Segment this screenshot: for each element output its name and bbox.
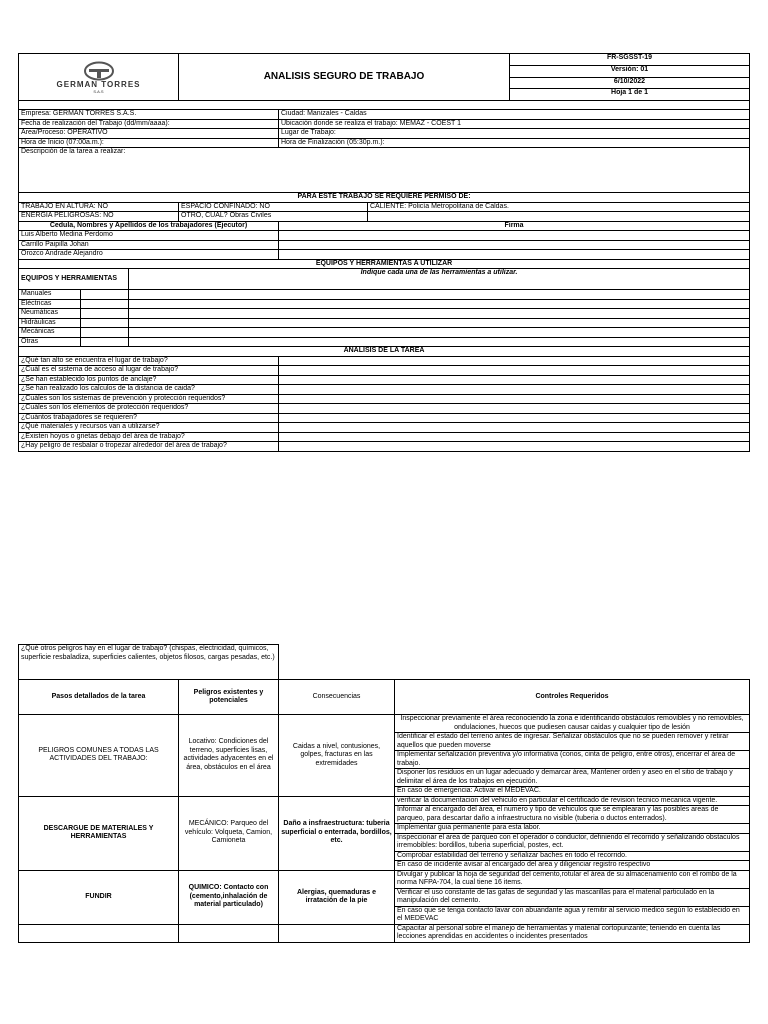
workers-col-names: Cedula, Nombres y Apellidos de los trabajadores (Ejecutor) — [19, 221, 279, 231]
workers-col-signature: Firma — [279, 221, 750, 231]
lugar-field: Lugar de Trabajo: — [279, 129, 750, 139]
tool-item: Mecánicas — [19, 328, 81, 338]
control-item: Verificar el uso constante de las gafas de seguridad y las mascarillas para el material particulado en la manipulación del cemento. — [395, 888, 750, 906]
tools-heading: EQUIPOS Y HERRAMIENTAS A UTILIZAR — [19, 259, 750, 269]
inicio-field: Hora de Inicio (07:00a.m.): — [19, 138, 279, 148]
tool-item: Otras — [19, 337, 81, 347]
fecha-field: Fecha de realización del Trabajo (dd/mm/aaaa): — [19, 119, 279, 129]
control-item: Implementar señalización preventiva y/o informativa (conos, cinta de peligro, entre otros), encerrar el área de trabajo. — [395, 751, 750, 769]
other-hazards-question: ¿Qué otros peligros hay en el lugar de trabajo? (chispas, electricidad, químicos, superficie resbaladiza, superficies calientes, objetos filosos, cargas pesadas, etc.) — [19, 645, 279, 680]
control-item: Inspeccionar previamente el área reconociendo la zona e identificando obstáculos removibles y no removibles, ondulaciones, huecos que pudiesen causar caidas y cualquier tipo de lesión — [395, 715, 750, 733]
worker-name: Luis Alberto Medina Perdomo — [19, 231, 279, 241]
control-item: Implementar guia permanente para esta labor. — [395, 824, 750, 834]
consequence-cell: Daño a insfraestructura: tuberia superficial o enterrada, bordillos, etc. — [279, 796, 395, 870]
hazard-cell: QUIMICO: Contacto con (cemento,inhalación de material particulado) — [179, 870, 279, 924]
ubicacion-field: Ubicación donde se realiza el trabajo: MEMAZ - COEST 1 — [279, 119, 750, 129]
header-table — [18, 53, 750, 101]
control-item: En caso de emergencia: Activar el MEDEVAC. — [395, 787, 750, 797]
analysis-question: ¿Cuáles son los sistemas de prevención y protección requeridos? — [19, 394, 279, 404]
step-cell — [19, 924, 179, 942]
spacer-row — [19, 101, 750, 110]
control-item: En caso de incidente avisar al encargado del area y diligenciar registro respectivo — [395, 861, 750, 871]
worker-signature — [279, 240, 750, 250]
permit-otro: OTRO, CUAL? Obras Civiles — [179, 212, 368, 222]
tool-item: Eléctricas — [19, 299, 81, 309]
control-item: Divulgar y publicar la hoja de seguridad del cemento,rotular el área de su almacenamiento con el rombo de la norma NFPA-704, la cual tiene 16 items. — [395, 870, 750, 888]
analysis-table — [18, 346, 750, 452]
analysis-question: ¿Hay peligro de resbalar o tropezar alrededor del área de trabajo? — [19, 442, 279, 452]
analysis-question: ¿Cuál es el sistema de acceso al lugar de trabajo? — [19, 366, 279, 376]
descripcion-field: Descripción de la tarea a realizar: — [19, 148, 750, 193]
workers-table — [18, 221, 750, 260]
tool-item: Hidráulicas — [19, 318, 81, 328]
step-cell: DESCARGUE DE MATERIALES Y HERRAMIENTAS — [19, 796, 179, 870]
logo-cell — [19, 54, 179, 101]
tool-item: Neumáticas — [19, 309, 81, 319]
col-consecuencias: Consecuencias — [279, 680, 395, 715]
control-item: Inspeccionar el area de parqueo con el operador o conductor, definiendo el recorrido y señalizando obstaculos irremobibles: bordillos, tuberia superficial, postes, ect. — [395, 833, 750, 851]
permits-heading: PARA ESTE TRABAJO SE REQUIERE PERMISO DE: — [19, 193, 750, 203]
form-version: Versión: 01 — [510, 65, 750, 77]
other-hazards-answer — [279, 645, 750, 680]
form-date: 6/10/2022 — [510, 77, 750, 89]
hazard-cell — [179, 924, 279, 942]
analysis-question: ¿Qué materiales y recursos van a utilizarse? — [19, 423, 279, 433]
tools-note: Indique cada una de las herramientas a utilizar. — [129, 269, 750, 290]
hazard-cell: Locativo: Condiciones del terreno, superficies lisas, actividades adyacentes en el área, obstáculos en el área — [179, 715, 279, 797]
consequence-cell — [279, 924, 395, 942]
col-pasos: Pasos detallados de la tarea — [19, 680, 179, 715]
permit-altura: TRABAJO EN ALTURA: NO — [19, 202, 179, 212]
control-item: verificar la documentacion del vehiculo en particular el certificado de revision tecnico mecanica vigente. — [395, 796, 750, 806]
control-item: Informar al encargado del área, el numero y tipo de vehiculos que se emplearan y las posibles areas de parqueo, para descartar daño a infraestructura no visible (tuberia o ductos enterrados). — [395, 806, 750, 824]
permit-caliente: CALIENTE: Policía Metropolitana de Caldas. — [368, 202, 750, 212]
form-page-1 — [18, 53, 749, 452]
control-item: Disponer los residuos en un lugar adecuado y demarcar área, Mantener orden y aseo en el sitio de trabajo y delimitar el área de los trabajos en ejecución. — [395, 769, 750, 787]
company-logo-icon — [79, 61, 119, 81]
analysis-question: ¿Cuántos trabajadores se requieren? — [19, 413, 279, 423]
analysis-question: ¿Existen hoyos o grietas debajo del área de trabajo? — [19, 432, 279, 442]
analysis-question: ¿Se han establecido los puntos de anclaje? — [19, 375, 279, 385]
tool-item: Manuales — [19, 290, 81, 300]
form-code: FR-SGSST-19 — [510, 54, 750, 66]
hazards-table — [18, 644, 750, 943]
form-page-2 — [18, 644, 749, 943]
fin-field: Hora de Finalización (05:30p.m.): — [279, 138, 750, 148]
info-table — [18, 100, 750, 193]
ciudad-field: Ciudad: Manizales - Caldas — [279, 110, 750, 120]
analysis-question: ¿Cuáles son los elementos de protección requeridos? — [19, 404, 279, 414]
analysis-question: ¿Qué tan alto se encuentra el lugar de trabajo? — [19, 356, 279, 366]
empresa-field: Empresa: GERMAN TORRES S.A.S. — [19, 110, 279, 120]
worker-signature — [279, 231, 750, 241]
col-controles: Controles Requeridos — [395, 680, 750, 715]
tools-col-label: EQUIPOS Y HERRAMIENTAS — [19, 269, 129, 290]
logo-sub: S.A.S — [93, 88, 104, 94]
logo-word: GERMAN TORRES — [56, 79, 141, 89]
col-peligros: Peligros existentes y potenciales — [179, 680, 279, 715]
worker-name: Orozco Andrade Alejandro — [19, 250, 279, 260]
step-cell: PELIGROS COMUNES A TODAS LAS ACTIVIDADES DEL TRABAJO: — [19, 715, 179, 797]
worker-name: Carrillo Paipilla Johan — [19, 240, 279, 250]
consequence-cell: Alergias, quemaduras e irratación de la pie — [279, 870, 395, 924]
permits-table — [18, 192, 750, 222]
area-field: Área/Proceso: OPERATIVO — [19, 129, 279, 139]
step-cell: FUNDIR — [19, 870, 179, 924]
tools-table — [18, 259, 750, 348]
control-item: Comprobar estabilidad del terreno y señalizar baches en todo el recorrido. — [395, 851, 750, 861]
control-item: Capacitar al personal sobre el manejo de herramientas y material cortopunzante; teniendo en cuenta las lecciones aprendidas en accidentes o incidentes presentados — [395, 924, 750, 942]
permit-energia: ENERGIA PELIGROSAS: NO — [19, 212, 179, 222]
analysis-heading: ANALISIS DE LA TAREA — [19, 347, 750, 357]
consequence-cell: Caidas a nivel, contusiones, golpes, fracturas en las extremidades — [279, 715, 395, 797]
form-page: Hoja 1 de 1 — [510, 89, 750, 101]
permit-confinado: ESPACIO CONFINADO: NO — [179, 202, 368, 212]
analysis-question: ¿Se han realizado los calculos de la distancia de caida? — [19, 385, 279, 395]
control-item: En caso que se tenga contacto lavar con abuandante agua y remitir al servicio medico según lo establecido en el MEDEVAC — [395, 906, 750, 924]
hazard-cell: MECÁNICO: Parqueo del vehículo: Volqueta, Camion, Camioneta — [179, 796, 279, 870]
control-item: Identificar el estado del terreno antes de ingresar. Señalizar obstáculos que no se pueden remover y retirar aquellos que pueden moverse — [395, 733, 750, 751]
form-title: ANALISIS SEGURO DE TRABAJO — [179, 54, 510, 101]
